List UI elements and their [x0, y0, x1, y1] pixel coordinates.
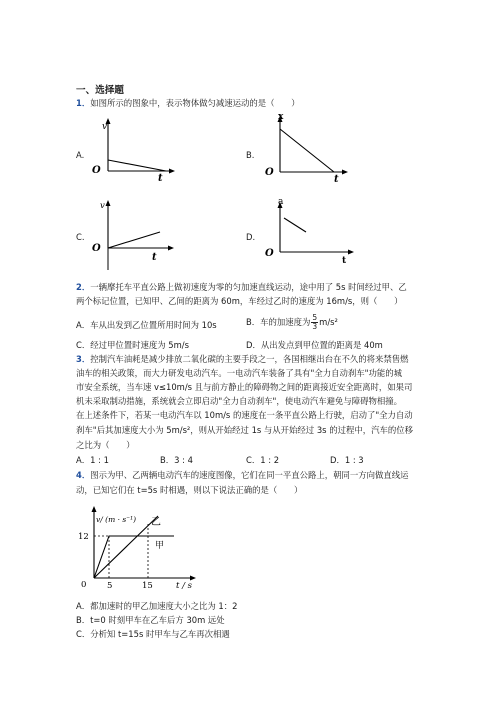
q3-option-c: C．1 : 2 — [246, 455, 280, 465]
question-4-line-2: 动，已知它们在 t=5s 时相遇，则以下说法正确的是（ ） — [76, 485, 303, 495]
y-axis-label: v/ (m · s⁻¹) — [96, 515, 137, 524]
q2-option-d: D．从出发点到甲位置的距离是 40m — [246, 340, 383, 350]
q3-option-a: A．1 : 1 — [76, 455, 109, 465]
question-number: 4． — [76, 470, 91, 480]
option-text: B．车的加速度为 — [246, 317, 311, 327]
graph-b-y-label: x — [278, 112, 284, 122]
question-text: 一辆摩托车平直公路上做初速度为零的匀加速直线运动，途中用了 5s 时间经过甲、乙 — [90, 282, 407, 292]
question-2-line-2: 两个标记位置，已知甲、乙间的距离为 60m，车经过乙时的速度为 16m/s，则（ ） — [76, 296, 403, 306]
q4-option-c: C．分析知 t=15s 时甲车与乙车再次相遇 — [76, 629, 230, 639]
question-text: 如图所示的图象中，表示物体做匀减速运动的是（ ） — [90, 98, 300, 108]
graph-c-x-label: t — [152, 252, 157, 263]
fraction-denominator: 3 — [312, 322, 318, 331]
graph-d-y-label: a — [278, 197, 284, 207]
graph-d-x-label: t — [342, 256, 347, 266]
series-yi-label: 乙 — [151, 517, 161, 528]
q4-option-a: A．都加速时的甲乙加速度大小之比为 1：2 — [76, 601, 238, 611]
question-number: 3． — [76, 354, 91, 364]
question-1 — [76, 97, 300, 110]
fraction-numerator: 5 — [312, 313, 318, 322]
graph-a-x-label: t — [158, 173, 163, 184]
fraction — [311, 314, 318, 331]
option-d-label: D. — [246, 232, 256, 242]
graph-a-origin: O — [92, 165, 101, 176]
section-title: 一、选择题 — [76, 85, 124, 96]
x-tick-5: 5 — [107, 581, 113, 591]
graph-c-origin: O — [92, 243, 101, 254]
unit: m/s² — [319, 317, 338, 327]
question-3-line-1 — [76, 353, 408, 366]
question-text: 图示为甲、乙两辆电动汽车的速度图像，它们在同一平直公路上，朝同一方向做直线运 — [90, 470, 409, 480]
graph-a — [90, 115, 180, 185]
graph-c-y-label: v — [100, 201, 105, 211]
graph-d — [262, 196, 358, 266]
question-2-line-1 — [76, 281, 407, 294]
q4-option-b: B．t=0 时刻甲车在乙车后方 30m 远处 — [76, 615, 225, 625]
y-tick-12: 12 — [78, 532, 89, 542]
q3-option-b: B．3 : 4 — [160, 455, 193, 465]
origin-label: 0 — [81, 580, 87, 590]
q3-option-d: D．1 : 3 — [330, 455, 364, 465]
question-3-line-3: 市安全系统，当车速 v≤10m/s 且与前方静止的障碍物之间的距离接近安全距离时，如果司 — [76, 382, 413, 392]
option-a-label: A. — [76, 150, 85, 160]
question-3-line-2: 油车的相关政策，而大力研发电动汽车。一电动汽车装备了具有"全力自动刹车"功能的城 — [76, 368, 402, 378]
question-3-line-4: 机未采取制动措施，系统就会立即启动"全力自动刹车"，使电动汽车避免与障碍物相撞。 — [76, 396, 402, 406]
question-3-line-7: 之比为（ ） — [76, 440, 135, 450]
graph-b-origin: O — [265, 167, 274, 178]
q2-option-a: A．车从出发到乙位置所用时间为 10s — [76, 320, 217, 330]
question-3-line-6: 刹车"后其加速度大小为 5m/s²，则从开始经过 1s 与从开始经过 3s 的过程中，汽车的位移 — [76, 425, 413, 435]
q2-option-c: C．经过甲位置时速度为 5m/s — [76, 340, 189, 350]
question-3-line-5: 在上述条件下，若某一电动汽车以 10m/s 的速度在一条平直公路上行驶，启动了"全力自动 — [76, 410, 413, 420]
velocity-time-graph — [80, 504, 200, 592]
graph-a-y-label: v — [102, 122, 108, 132]
option-c-label: C. — [76, 232, 85, 242]
question-4-line-1 — [76, 469, 408, 482]
q2-option-b — [246, 314, 338, 331]
question-number: 2． — [76, 282, 91, 292]
series-jia-label: 甲 — [155, 541, 165, 551]
question-text: 控制汽车油耗是减少排放二氧化碳的主要手段之一，各国相继出台在不久的将来禁售燃 — [90, 354, 409, 364]
option-b-label: B. — [246, 150, 255, 160]
x-axis-label: t / s — [176, 581, 193, 591]
graph-b — [262, 112, 352, 184]
graph-d-origin: O — [265, 248, 274, 259]
question-number: 1． — [76, 98, 91, 108]
graph-b-x-label: t — [334, 174, 339, 185]
graph-c — [90, 196, 180, 272]
x-tick-15: 15 — [142, 581, 153, 591]
